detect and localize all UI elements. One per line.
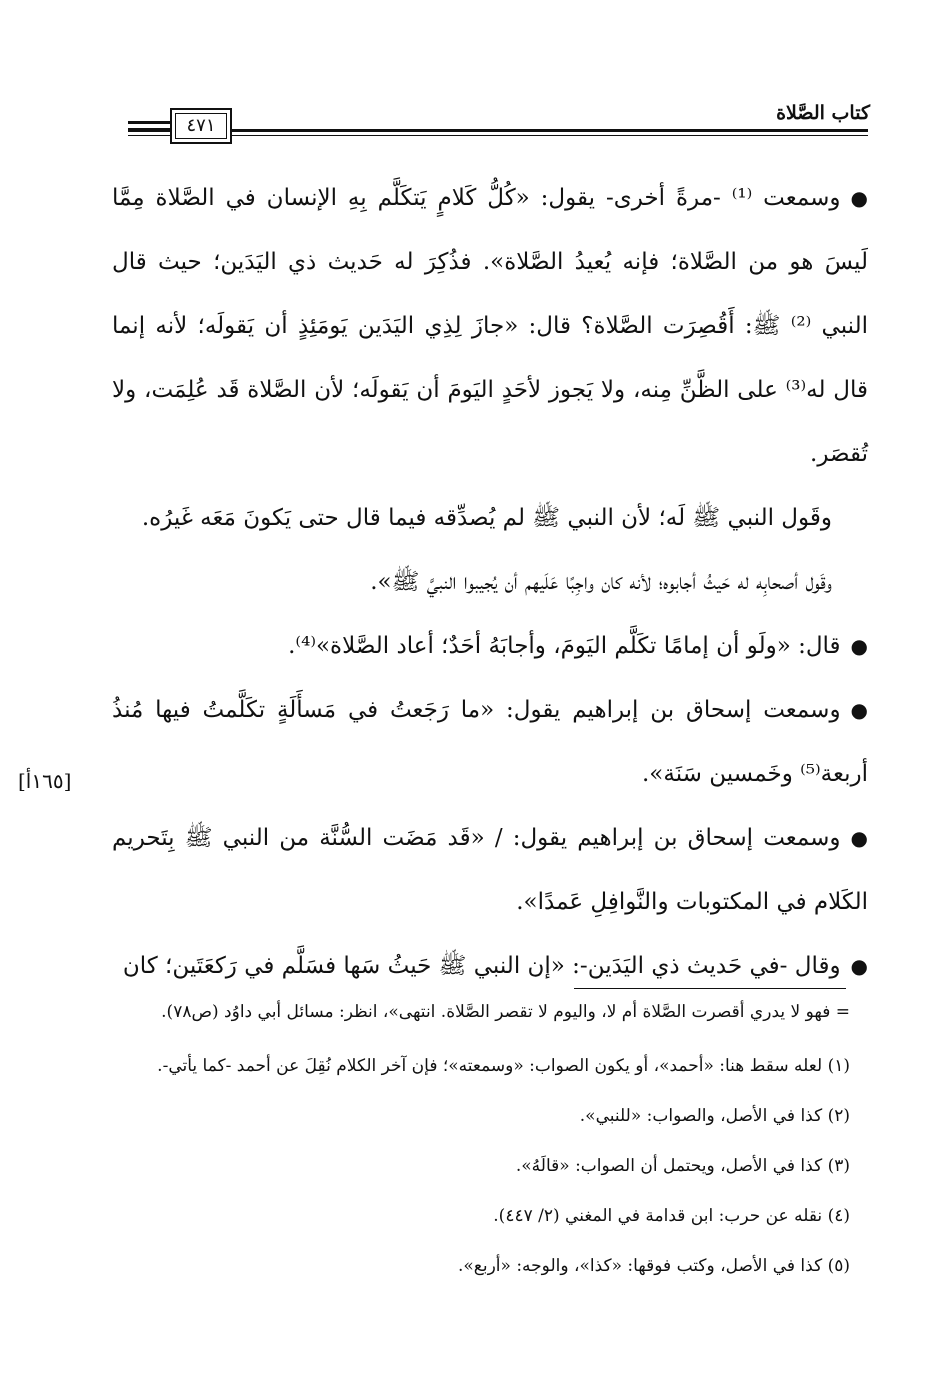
paragraph-5: ●وسمعت إسحاق بن إبراهيم يقول: «ما رَجَعتُ في مَسأَلَةٍ تكَلَّمتُ فيها مُنذُ أربعة⁽⁵⁾ وخَمسين سَنَة». [112,678,868,806]
main-text [112,166,868,998]
footnote-continuation: = فهو لا يدري أقصرت الصَّلاة أم لا، واليوم لا تقصر الصَّلاة. انتهى»، انظر: مسائل أبي داوُد (ص٧٨). [161,1002,850,1022]
bullet-icon: ● [850,186,868,210]
footnote-3: (٣) كذا في الأصل، ويحتمل أن الصواب: «قالَهُ». [515,1156,850,1176]
footnotes [110,994,850,1298]
footnote-2: (٢) كذا في الأصل، والصواب: «للنبي». [579,1106,850,1126]
bullet-icon: ● [850,954,868,978]
paragraph-7: ●وقال -في حَديث ذي اليَدَين-: «إن النبي ﷺ حَيثُ سَها فسَلَّم في رَكعَتَين؛ كان [112,934,868,998]
page-number: ٤٧١ [186,115,216,136]
header-rule [128,129,868,136]
bullet-icon: ● [850,698,868,722]
paragraph-6: ●وسمعت إسحاق بن إبراهيم يقول: / «قَد مَضَت السُّنَّة من النبي ﷺ بِتَحريم الكَلام في المكتوبات والنَّوافِلِ عَمدًا». [112,806,868,934]
bullet-icon: ● [850,826,868,850]
paragraph-2: وقَول النبي ﷺ لَه؛ لأن النبي ﷺ لم يُصدِّقه فيما قال حتى يَكونَ مَعَه غَيرُه. [141,505,832,531]
paragraph-1: ●وسمعت ⁽¹⁾ -مرةً أخرى- يقول: «كُلُّ كَلامٍ يَتكَلَّم بِهِ الإنسان في الصَّلاة مِمَّا لَيسَ هو من الصَّلاة؛ فإنه يُعيدُ الصَّلاة». فذُكِرَ له حَديث ذي اليَدَين؛ حيث قال النبي ⁽²⁾ ﷺ: أَقُصِرَت الصَّلاة؟ قال: «جازَ لِذِي اليَدَين يَومَئِذٍ أن يَقولَه؛ لأنه إنما قال له⁽³⁾ على الظَّنِّ مِنه، ولا يَجوز لأحَدٍ اليَومَ أن يَقولَه؛ لأن الصَّلاة قَد عُلِمَت، ولا تُقصَر. [112,166,868,486]
manuscript-folio-marker: [١٦٥أ] [18,769,72,793]
footnote-separator [574,988,846,989]
footnote-5: (٥) كذا في الأصل، وكتب فوقها: «كذا»، والوجه: «أربع». [458,1256,850,1276]
bullet-icon: ● [850,634,868,658]
page-number-box [170,108,232,144]
footnote-4: (٤) نقله عن حرب: ابن قدامة في المغني (٢/ ٤٤٧). [493,1206,850,1226]
paragraph-4: ●قال: «ولَو أن إمامًا تكَلَّم اليَومَ، وأجابَهُ أحَدٌ؛ أعاد الصَّلاة»⁽⁴⁾. [112,614,868,678]
paragraph-3: وقَول أصحابِه له حَيثُ أجابوه؛ لأنه كان واجِبًا عَلَيهم أن يُجيبوا النبيَّ ﷺ». [370,569,832,595]
footnote-1: (١) لعله سقط هنا: «أحمد»، أو يكون الصواب: «وسمعته»؛ فإن آخر الكلام نُقِلَ عن أحمد -كما يأتي-. [157,1056,850,1076]
book-title: كتاب الصَّلاة [776,102,870,124]
